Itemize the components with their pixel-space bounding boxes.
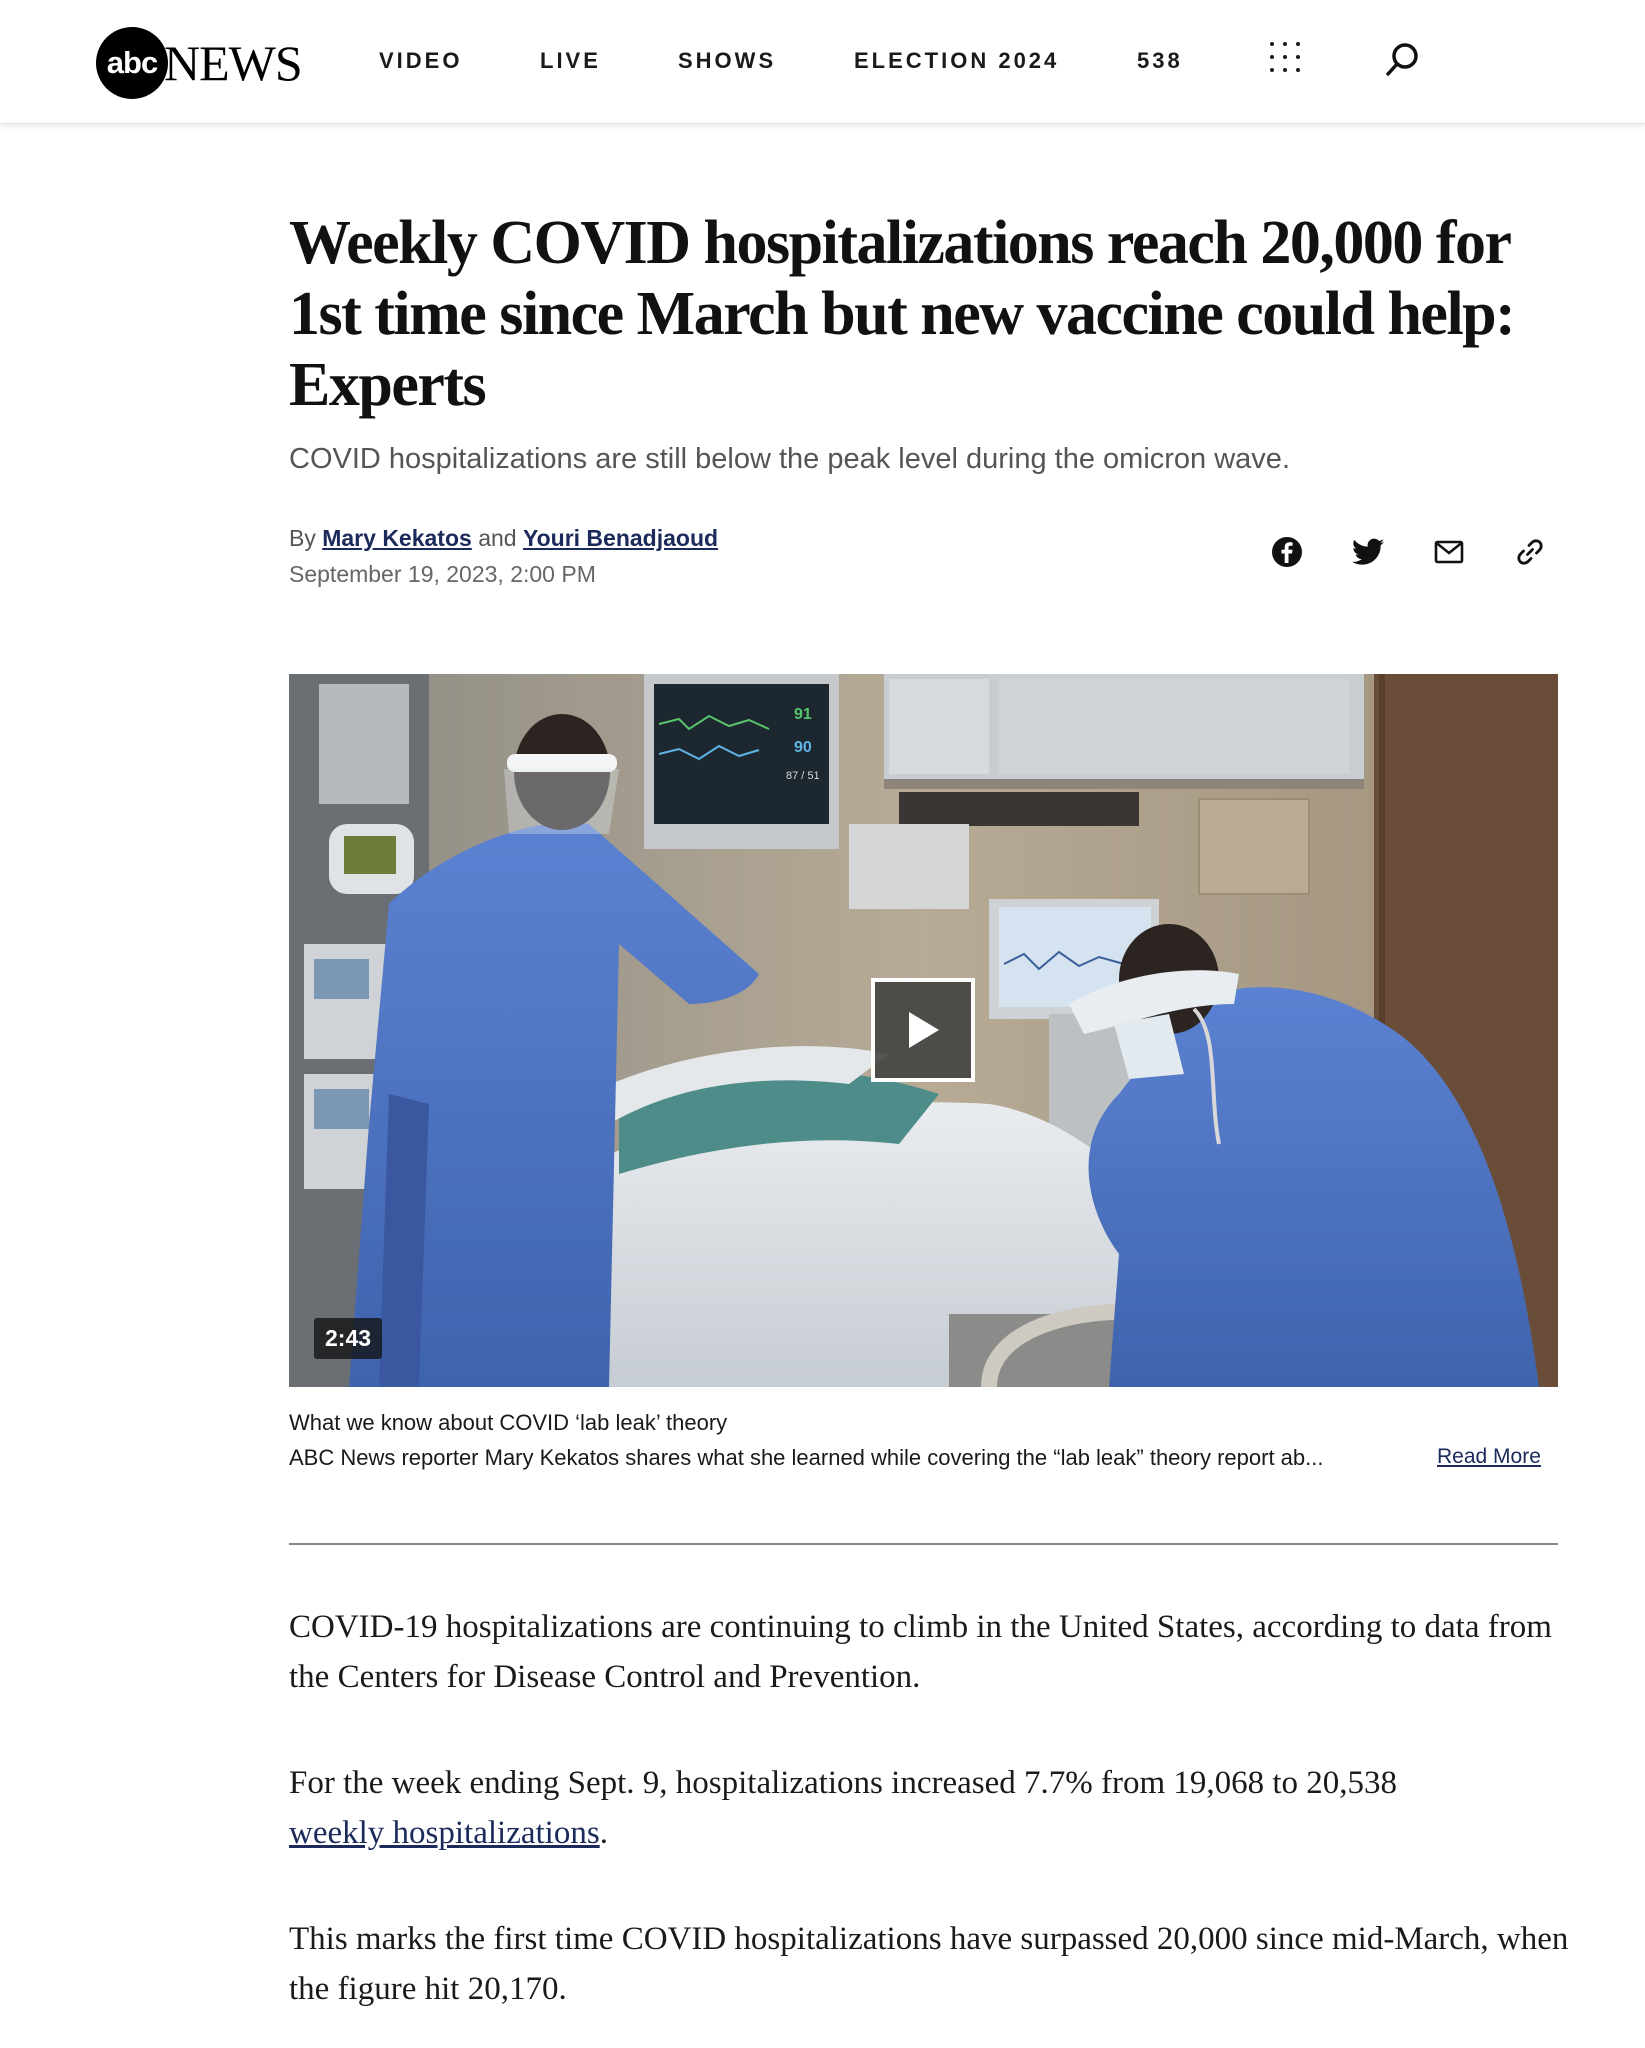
byline-and: and <box>478 525 517 551</box>
body-paragraph-3: This marks the first time COVID hospitalizations have surpassed 20,000 since mid-March, when the figure hit 20,170. <box>289 1921 1569 2007</box>
video-player[interactable] <box>289 674 1558 1387</box>
nav-shows[interactable]: SHOWS <box>678 48 777 73</box>
byline <box>289 525 718 552</box>
video-caption-title: What we know about COVID ‘lab leak’ theory <box>289 1410 728 1435</box>
body-paragraph-2-end: . <box>599 1815 608 1851</box>
monitor-value-2: 90 <box>794 739 812 756</box>
logo-text: NEWS <box>164 35 302 91</box>
site-header <box>0 0 1645 124</box>
nav-538[interactable]: 538 <box>1137 48 1183 73</box>
read-more-link[interactable]: Read More <box>1437 1445 1541 1468</box>
link-icon[interactable] <box>1510 532 1550 572</box>
grid-menu-icon[interactable] <box>1270 42 1300 72</box>
body-paragraph-1: COVID-19 hospitalizations are continuing to climb in the United States, according to data from the Centers for Disease Control and Prevention. <box>289 1609 1552 1695</box>
play-button[interactable] <box>871 978 975 1082</box>
body-paragraph-2 <box>289 1758 1569 1858</box>
nav-election-2024[interactable]: ELECTION 2024 <box>854 48 1060 73</box>
facebook-icon[interactable] <box>1267 532 1307 572</box>
logo-badge: abc <box>96 27 168 99</box>
abc-news-logo[interactable] <box>96 28 302 98</box>
author-link-mary-kekatos[interactable]: Mary Kekatos <box>322 525 472 551</box>
nav-video[interactable]: VIDEO <box>379 48 463 73</box>
article-subhead: COVID hospitalizations are still below the peak level during the omicron wave. <box>289 443 1290 475</box>
twitter-icon[interactable] <box>1348 532 1388 572</box>
play-icon <box>903 1008 943 1052</box>
publish-date: September 19, 2023, 2:00 PM <box>289 561 596 587</box>
byline-prefix: By <box>289 525 316 551</box>
search-icon[interactable] <box>1382 40 1422 80</box>
video-duration: 2:43 <box>314 1318 382 1359</box>
video-caption-description: ABC News reporter Mary Kekatos shares what she learned while covering the “lab leak” theory report ab... <box>289 1445 1324 1470</box>
article-headline: Weekly COVID hospitalizations reach 20,000 for 1st time since March but new vaccine could help: Experts <box>289 209 1515 419</box>
monitor-value-3: 87 / 51 <box>786 770 820 782</box>
author-link-youri-benadjaoud[interactable]: Youri Benadjaoud <box>522 525 719 551</box>
nav-live[interactable]: LIVE <box>540 48 601 73</box>
section-divider <box>289 1543 1558 1545</box>
monitor-value-1: 91 <box>794 706 812 723</box>
body-paragraph-2-text: For the week ending Sept. 9, hospitalizations increased 7.7% from 19,068 to 20,538 <box>289 1765 1398 1801</box>
email-icon[interactable] <box>1429 532 1469 572</box>
weekly-hospitalizations-link[interactable]: weekly hospitalizations <box>289 1815 600 1851</box>
